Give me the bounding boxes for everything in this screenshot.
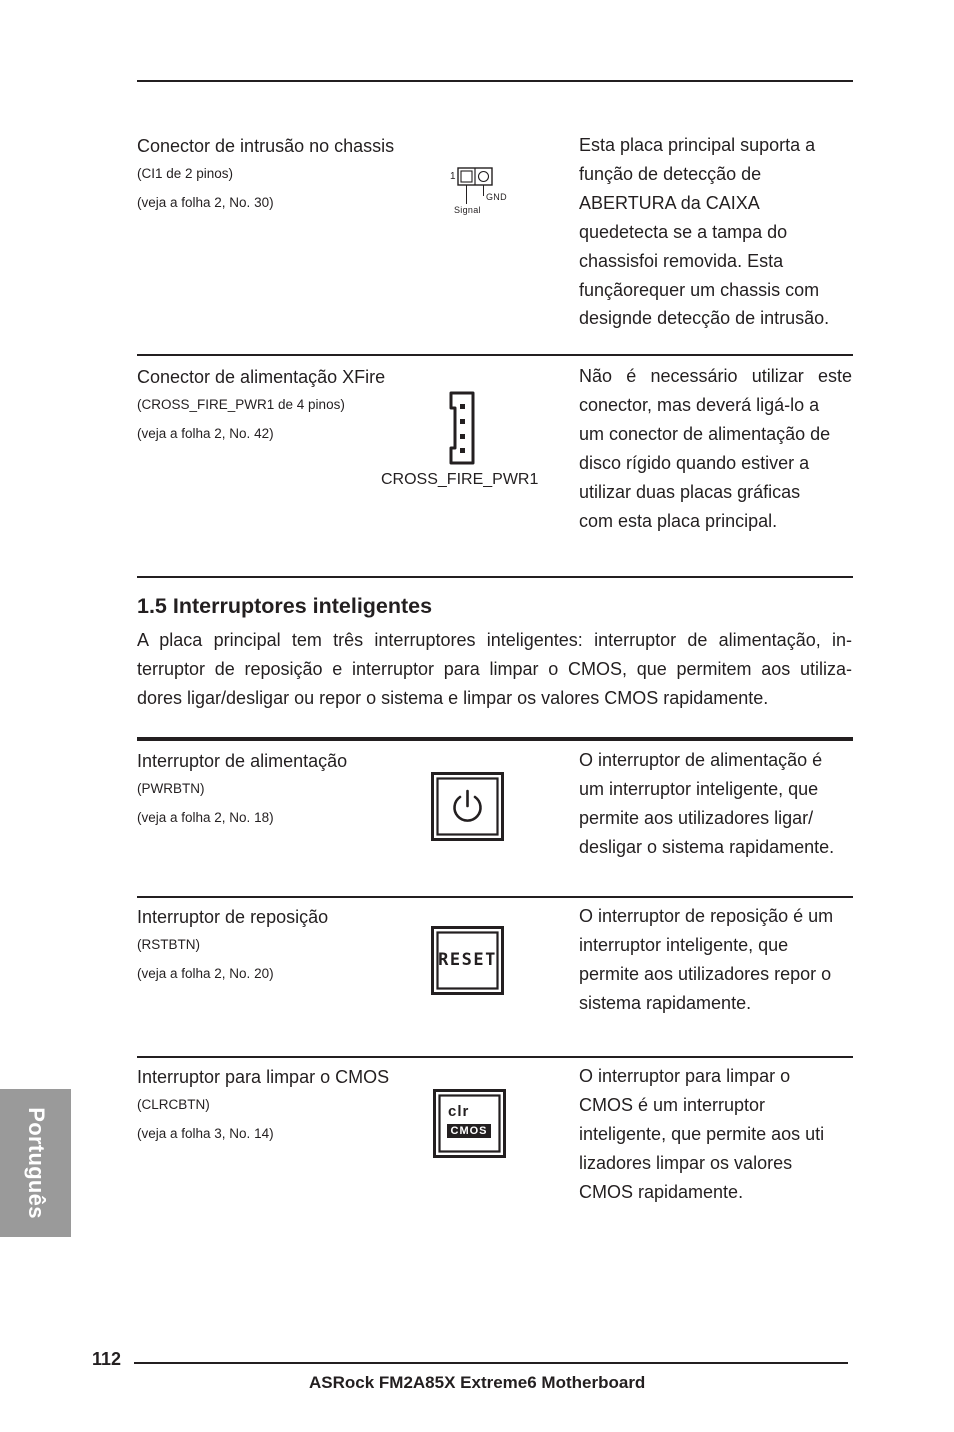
chassis-ref: (veja a folha 2, No. 30) — [137, 195, 274, 210]
footer-title: ASRock FM2A85X Extreme6 Motherboard — [309, 1373, 646, 1392]
divider — [137, 896, 853, 898]
chassis-title: Conector de intrusão no chassis — [137, 136, 395, 156]
section-body: A placa principal tem três interruptores inteligentes: interruptor de alimentação, in- terruptor de reposição e interruptor para limpar o CMOS, que permitem aos utiliza- dores ligar/desligar ou repor o sistema e limpar os valores CMOS rapidamente. — [137, 630, 852, 708]
page-number: 112 — [92, 1349, 122, 1369]
power-ref: (veja a folha 2, No. 18) — [137, 810, 274, 825]
xfire-connector-icon — [446, 390, 478, 466]
pin1-label: 1 — [450, 171, 456, 182]
footer-rule — [134, 1362, 848, 1364]
language-tab — [0, 1089, 71, 1237]
reset-title: Interruptor de reposição — [137, 907, 329, 927]
clr-icon-text: clr — [448, 1103, 470, 1120]
reset-icon-text: RESET — [438, 950, 497, 970]
reset-description: O interruptor de reposição é um interruptor inteligente, que permite aos utilizadores repor o sistema rapidamente. — [579, 906, 834, 1013]
chassis-pins: (CI1 de 2 pinos) — [137, 166, 234, 181]
chassis-description: Esta placa principal suporta a função de detecção de ABERTURA da CAIXA quedetecta se a tampa do chassisfoi removida. Esta funçãorequer um chassis com designde detecção de intrusão. — [579, 135, 830, 329]
reset-ref: (veja a folha 2, No. 20) — [137, 966, 274, 981]
thick-divider — [137, 737, 853, 741]
signal-label: Signal — [454, 205, 481, 215]
power-button-icon — [431, 772, 504, 841]
cmos-description: O interruptor para limpar o CMOS é um interruptor inteligente, que permite aos uti lizadores limpar os valores CMOS rapidamente. — [579, 1066, 825, 1202]
cmos-icon-text: CMOS — [450, 1125, 488, 1137]
cmos-ref: (veja a folha 3, No. 14) — [137, 1126, 274, 1141]
gnd-label: GND — [486, 192, 507, 202]
xfire-connector-label: CROSS_FIRE_PWR1 — [381, 471, 539, 488]
xfire-description: Não é necessário utilizar este conector, mas deverá ligá-lo a um conector de alimentação de disco rígido quando estiver a utilizar duas placas gráficas com esta placa principal. — [579, 366, 852, 531]
xfire-title: Conector de alimentação XFire — [137, 367, 386, 387]
cmos-code: (CLRCBTN) — [137, 1097, 210, 1112]
section-heading: 1.5 Interruptores inteligentes — [137, 594, 433, 618]
power-description: O interruptor de alimentação é um interruptor inteligente, que permite aos utilizadores ligar/ desligar o sistema rapidamente. — [579, 750, 835, 857]
xfire-ref: (veja a folha 2, No. 42) — [137, 426, 274, 441]
xfire-pins: (CROSS_FIRE_PWR1 de 4 pinos) — [137, 397, 345, 412]
reset-code: (RSTBTN) — [137, 937, 200, 952]
divider — [137, 354, 853, 356]
language-tab-label: Português — [23, 1107, 49, 1219]
top-rule — [137, 80, 853, 82]
chassis-header-icon — [448, 162, 508, 220]
divider — [137, 1056, 853, 1058]
power-title: Interruptor de alimentação — [137, 751, 348, 771]
divider — [137, 576, 853, 578]
clear-cmos-button-icon — [433, 1089, 506, 1158]
reset-button-icon — [431, 926, 504, 995]
cmos-title: Interruptor para limpar o CMOS — [137, 1067, 390, 1087]
power-code: (PWRBTN) — [137, 781, 205, 796]
